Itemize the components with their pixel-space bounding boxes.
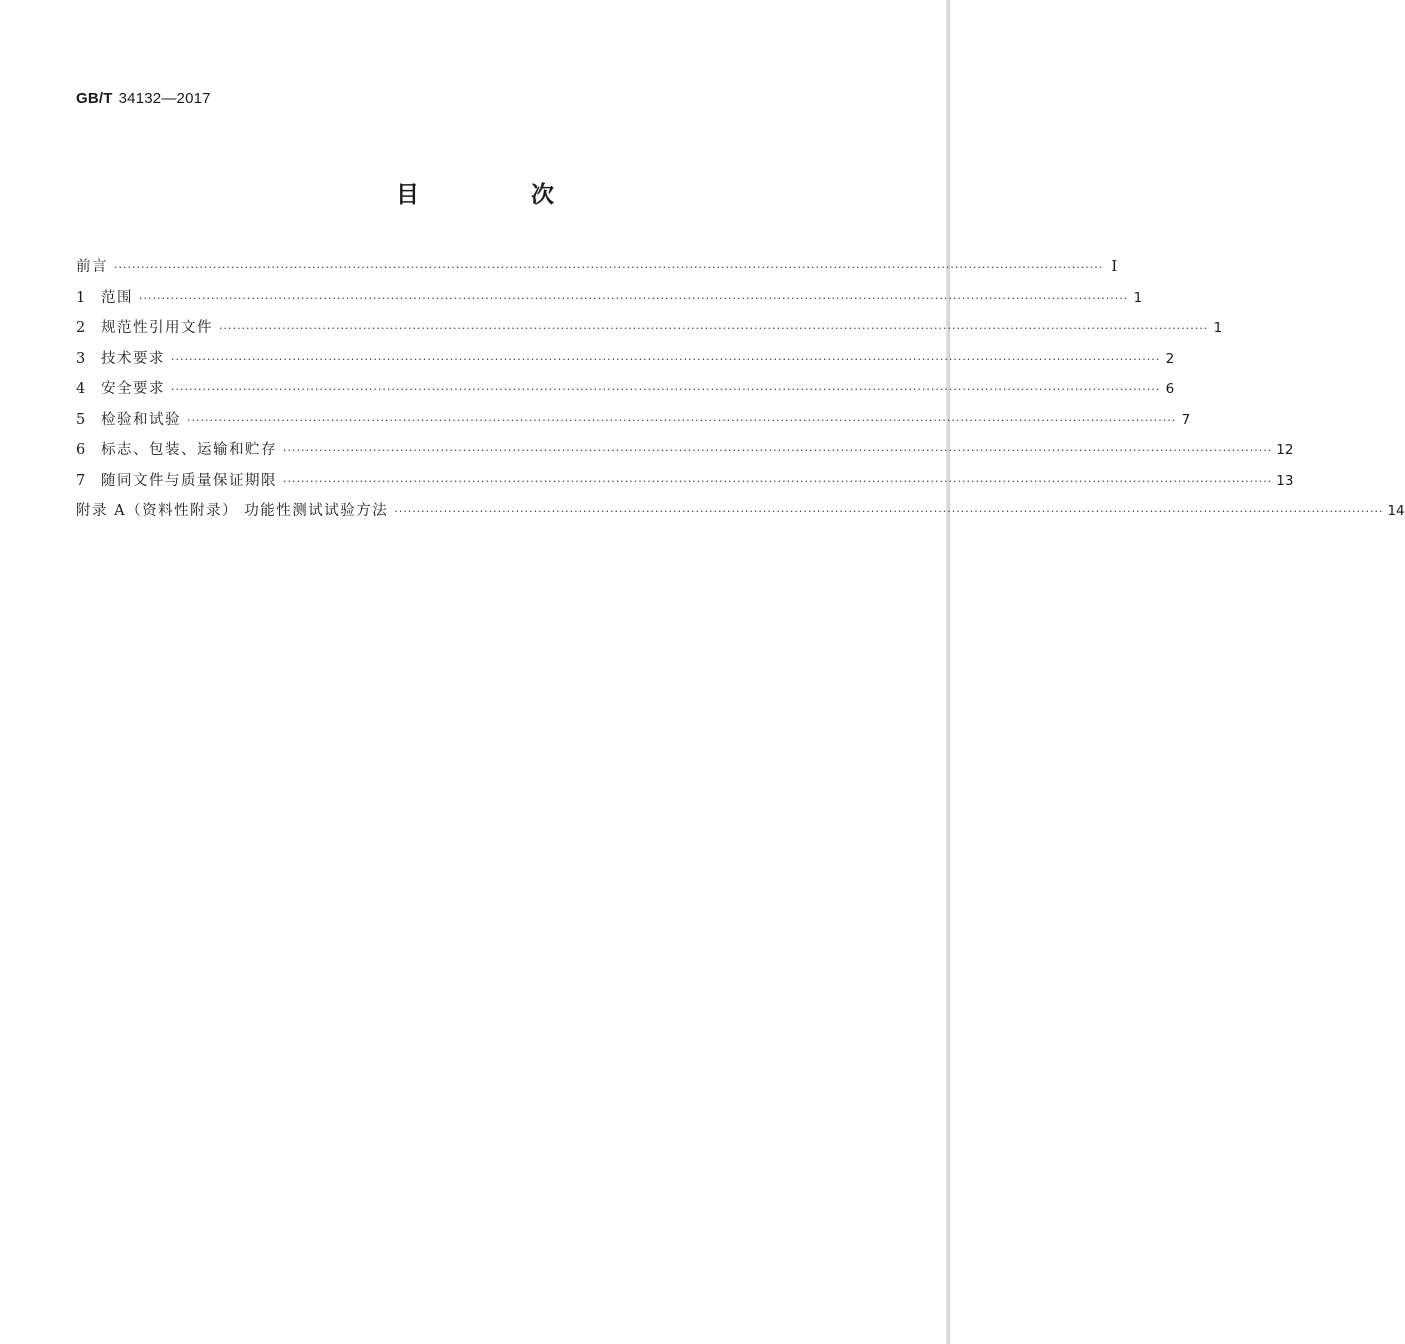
toc-entry-page: Ⅰ xyxy=(1111,257,1118,275)
toc-leader-dots: ···························································································································································································································· xyxy=(171,383,1161,396)
toc-leader-dots: ···························································································································································································································· xyxy=(219,322,1209,335)
standard-code xyxy=(76,90,211,107)
toc-leader-dots: ···························································································································································································································· xyxy=(139,291,1129,305)
toc-leader-dots: ···························································································································································································································· xyxy=(114,261,1104,274)
toc-entry-number: 4 xyxy=(76,381,86,397)
toc-entry-page: 1 xyxy=(1133,289,1143,306)
toc-entry-safety-requirements[interactable] xyxy=(76,377,1175,408)
toc-entry-label: 规范性引用文件 xyxy=(101,320,213,336)
toc-entry-label: 检验和试验 xyxy=(101,411,181,428)
toc-entry-marking-packaging[interactable] xyxy=(76,438,1294,469)
toc-entry-page: 12 xyxy=(1276,442,1294,458)
toc-entry-normative-references[interactable] xyxy=(76,316,1223,347)
toc-leader-dots: ···························································································································································································································· xyxy=(283,474,1273,488)
toc-title: 目 次 xyxy=(395,182,606,208)
toc-entry-technical-requirements[interactable] xyxy=(76,347,1175,378)
toc-entry-number: 6 xyxy=(76,442,86,458)
toc-entry-annex-a[interactable] xyxy=(76,499,1405,530)
toc-leader-dots: ···························································································································································································································· xyxy=(171,352,1161,366)
toc-leader-dots: ···························································································································································································································· xyxy=(394,505,1384,518)
toc-entry-number: 1 xyxy=(76,289,86,306)
toc-entry-page: 13 xyxy=(1276,472,1294,489)
toc-leader-dots: ···························································································································································································································· xyxy=(187,413,1177,427)
toc-entry-page: 6 xyxy=(1165,381,1175,397)
toc-entry-page: 2 xyxy=(1165,350,1175,367)
toc-entry-inspection-and-test[interactable] xyxy=(76,408,1191,439)
toc-entry-scope[interactable] xyxy=(76,286,1143,317)
toc-entry-number: 5 xyxy=(76,411,86,428)
toc-entry-number: 3 xyxy=(76,350,86,367)
standard-prefix: GB/T xyxy=(76,90,113,107)
toc-entry-page: 14 xyxy=(1387,503,1405,519)
toc-entry-page: 7 xyxy=(1181,411,1191,428)
toc-entry-number: 7 xyxy=(76,472,86,489)
toc-entry-label: 随同文件与质量保证期限 xyxy=(101,472,277,489)
toc-entry-label: 前言 xyxy=(76,259,108,275)
toc-entry-foreword[interactable] xyxy=(76,255,1118,286)
table-of-contents xyxy=(76,255,1405,530)
standard-number: 34132—2017 xyxy=(118,90,211,107)
toc-entry-label: 附录 A（资料性附录） 功能性测试试验方法 xyxy=(76,503,389,519)
toc-entry-label: 技术要求 xyxy=(101,350,165,367)
toc-entry-label: 标志、包装、运输和贮存 xyxy=(101,442,277,458)
toc-entry-label: 范围 xyxy=(101,289,133,306)
toc-entry-documents-warranty[interactable] xyxy=(76,469,1294,500)
toc-entry-label: 安全要求 xyxy=(101,381,165,397)
toc-leader-dots: ···························································································································································································································· xyxy=(283,444,1273,457)
toc-entry-page: 1 xyxy=(1213,320,1223,336)
toc-entry-number: 2 xyxy=(76,320,86,336)
